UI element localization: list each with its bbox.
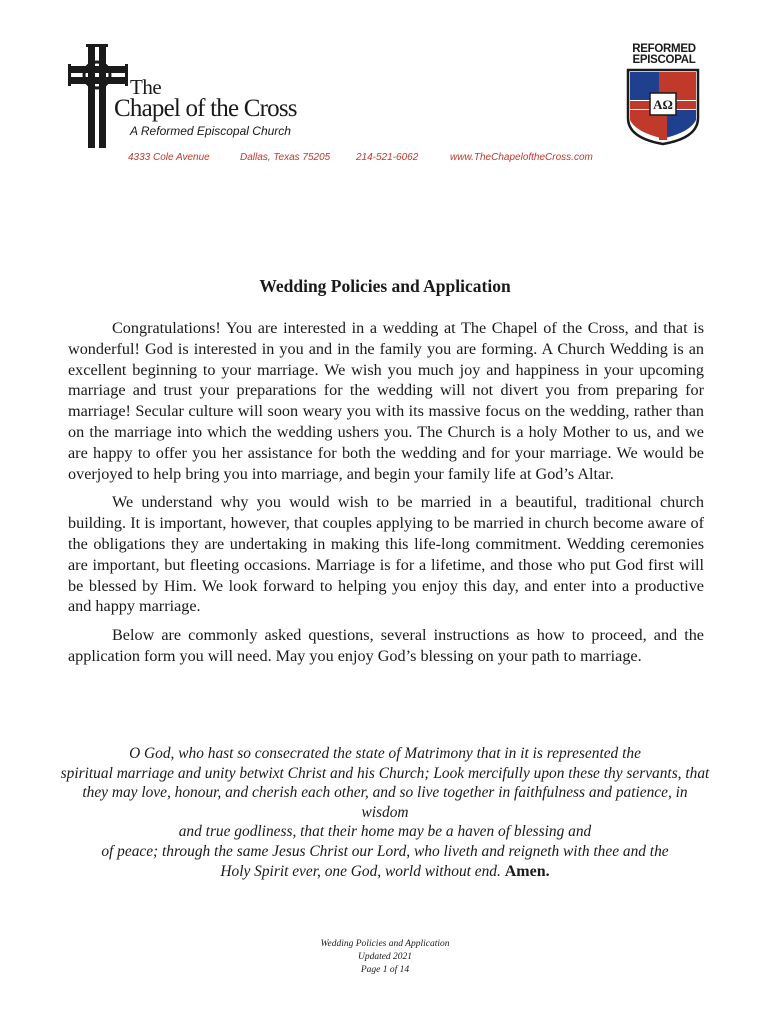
badge-line2: EPISCOPAL (632, 54, 696, 66)
prayer-ending: Holy Spirit ever, one God, world without end. (220, 862, 501, 880)
shield-icon (626, 68, 700, 146)
contact-city: Dallas, Texas 75205 (240, 152, 331, 163)
paragraph-3: Below are commonly asked questions, several instructions as how to proceed, and the application form you will need. May you enjoy God’s blessing on your path to marriage. (68, 626, 704, 665)
logo-subtitle: A Reformed Episcopal Church (130, 124, 291, 138)
paragraph-1: Congratulations! You are interested in a wedding at The Chapel of the Cross, and that is wonderful! God is interested in you and in the family you are forming. A Church Wedding is an excellent beginning to your marriage. We wish you much joy and happiness in your upcoming marriage and trust your preparations for the wedding will not divert you from preparing for marriage! Secular culture will soon weary you with its massive focus on the wedding, rather than on the marriage into which the wedding ushers you. The Church is a holy Mother to us, and we are happy to offer you her assistance for both the wedding and for your marriage. We would be overjoyed to help bring you into marriage, and begin your family life at God’s Altar. (68, 319, 704, 483)
logo-line2: Chapel of the Cross (114, 95, 297, 122)
prayer-line: they may love, honour, and cherish each other, and so live together in faithfulness and patience, in wisdom (82, 784, 688, 821)
footer-page-number: Page 1 of 14 (360, 965, 410, 975)
chapel-logo (68, 44, 308, 154)
page-title: Wedding Policies and Application (259, 276, 511, 296)
page-footer (0, 938, 770, 977)
contact-website[interactable]: www.TheChapeloftheCross.com (450, 152, 593, 163)
badge-line1: REFORMED (632, 43, 696, 55)
prayer-line: spiritual marriage and unity betwixt Christ and his Church; Look mercifully upon these thy servants, that (60, 764, 710, 782)
alpha-omega-symbol: AΩ (653, 97, 673, 112)
prayer-line: O God, who hast so consecrated the state of Matrimony that in it is represented the (129, 745, 641, 762)
reformed-episcopal-logo (624, 44, 704, 148)
contact-address: 4333 Cole Avenue (128, 152, 210, 163)
prayer (60, 744, 710, 881)
badge-title (624, 44, 704, 66)
contact-phone: 214-521-6062 (356, 152, 419, 163)
prayer-amen: Amen. (504, 862, 550, 880)
paragraph-2: We understand why you would wish to be married in a beautiful, traditional church building. It is important, however, that couples applying to be married in church become aware of the obligations they are undertaking in making this life-long commitment. Wedding ceremonies are important, but fleeting occasions. Marriage is for a lifetime, and those who put God first will be blessed by Him. We look forward to helping you enjoy this day, and enter into a productive and happy marriage. (68, 493, 704, 616)
footer-title: Wedding Policies and Application (320, 939, 450, 949)
logo-line1: The (130, 75, 162, 99)
prayer-line: and true godliness, that their home may be a haven of blessing and (178, 823, 592, 841)
footer-updated: Updated 2021 (357, 952, 413, 962)
body-text (68, 318, 704, 675)
prayer-line: of peace; through the same Jesus Christ our Lord, who liveth and reigneth with thee and the (101, 842, 669, 860)
prayer-last-line (60, 862, 710, 882)
